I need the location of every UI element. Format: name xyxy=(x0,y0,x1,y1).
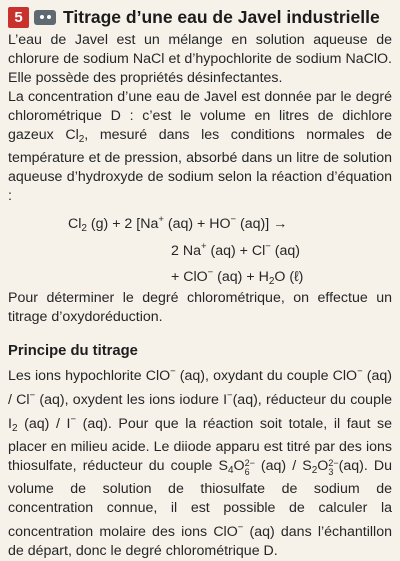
conclusion-paragraph: Pour déterminer le degré chlorométrique, on effectue un titrage d’oxydoréduction. xyxy=(8,290,392,325)
equation-line-1: $Cl_2$ (g) + 2 [Na+ (aq) + HO− (aq)] → xyxy=(68,214,288,234)
intro-paragraph-2: La concentration d’une eau de Javel est donnée par le degré chlorométrique D : c’est le volume en litres de dichlore gazeux $Cl_2$, mesuré dans les conditions normales de température et de pression, absorbé dans un litre de solution aqueuse d’hydroxyde de sodium selon la réaction d’équation : xyxy=(8,89,392,204)
equation-line-2: 2 Na+ (aq) + Cl− (aq) xyxy=(171,241,301,259)
exercise-body xyxy=(8,31,392,561)
intro-paragraph-1: L’eau de Javel est un mélange en solution aqueuse de chlorure de sodium NaCl et d’hypochlorite de sodium NaClO. Elle possède des propriétés désinfectantes. xyxy=(8,32,392,86)
equation-line-3: + ClO− $(aq) + H_2O$ (ℓ) xyxy=(171,267,304,287)
principle-heading: Principe du titrage xyxy=(8,343,138,359)
exercise-number-badge: 5 xyxy=(8,7,29,28)
difficulty-dots-icon xyxy=(34,10,56,25)
exercise-title: Titrage d’une eau de Javel industrielle xyxy=(63,6,380,27)
principle-paragraph: Les ions hypochlorite ClO− (aq), oxydant du couple ClO− (aq) / Cl− (aq), oxydent les ions iodure I−(aq), réducteur du couple $I_2$ (aq) / I− (aq). Pour que la réaction soit totale, il faut se placer en milieu acide. Le diiode apparu est titré par des ions thiosulfate, réducteur du couple $S_4O$ 2− 6 $(aq) / S_2O$ 2− 3 (aq). Du volume de solution de thiosulfate de sodium de concentration connue, il est possible de calculer la concentration molaire des ions ClO− (aq) dans l’échantillon de départ, donc le degré chlorométrique D. xyxy=(8,366,393,559)
reaction-equation xyxy=(8,210,392,286)
exercise-header xyxy=(8,5,380,29)
